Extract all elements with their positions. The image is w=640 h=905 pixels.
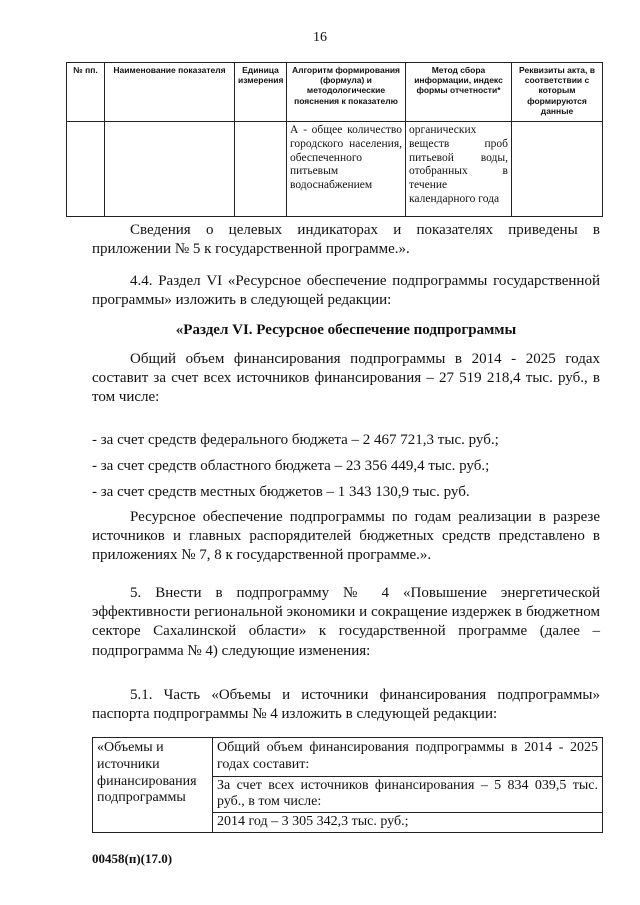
paragraph-indicators-note: Сведения о целевых индикаторах и показателях приведены в приложении № 5 к государственной программе.». xyxy=(92,222,600,258)
cell-unit xyxy=(235,122,287,217)
financing-value-cell xyxy=(213,738,603,833)
page-number: 16 xyxy=(313,30,327,45)
bullet-regional-budget: - за счет средств областного бюджета – 23 356 449,4 тыс. руб.; xyxy=(92,458,490,474)
cell-algorithm: А - общее количество городского населения, обеспеченного питьевым водоснабжением xyxy=(287,122,406,217)
header-unit: Единица измерения xyxy=(235,63,287,122)
header-number: № пп. xyxy=(67,63,105,122)
cell-indicator-name xyxy=(105,122,235,217)
financing-all-sources-line: За счет всех источников финансирования – 5 834 039,5 тыс. руб., в том числе: xyxy=(213,776,602,813)
financing-table xyxy=(92,737,603,833)
bullet-federal-budget: - за счет средств федерального бюджета – 2 467 721,3 тыс. руб.; xyxy=(92,432,499,448)
cell-collection-method: органических веществ проб питьевой воды, отобранных в течение календарного года xyxy=(406,122,512,217)
table-row xyxy=(67,122,603,217)
paragraph-section-4-4: 4.4. Раздел VI «Ресурсное обеспечение подпрограммы государственной программы» изложить в следующей редакции: xyxy=(92,273,600,309)
header-act-details: Реквизиты акта, в соответствии с которым формируются данные xyxy=(512,63,603,122)
document-code: 00458(п)(17.0) xyxy=(92,851,173,866)
bullet-local-budgets: - за счет средств местных бюджетов – 1 343 130,9 тыс. руб. xyxy=(92,484,470,500)
section-heading: «Раздел VI. Ресурсное обеспечение подпрограммы xyxy=(175,322,517,338)
table-row xyxy=(93,738,603,833)
paragraph-item-5: 5. Внести в подпрограмму № 4 «Повышение энергетической эффективности региональной экономики и сокращение издержек в бюджетном секторе Сахалинской области» к государственной программе (далее – подпрограмма № 4) следующие изменения: xyxy=(92,585,600,659)
cell-act-details xyxy=(512,122,603,217)
financing-total-line: Общий объем финансирования подпрограммы в 2014 - 2025 годах составит: xyxy=(217,740,598,772)
financing-label-cell: «Объемы и источники финансирования подпрограммы xyxy=(93,738,213,833)
indicator-table xyxy=(66,62,603,217)
paragraph-resource-provision: Ресурсное обеспечение подпрограммы по годам реализации в разрезе источников и главных распорядителей бюджетных средств представлено в приложениях № 7, 8 к государственной программе.». xyxy=(92,509,600,564)
header-collection-method: Метод сбора информации, индекс формы отчетности* xyxy=(406,63,512,122)
table-header-row xyxy=(67,63,603,122)
header-indicator-name: Наименование показателя xyxy=(105,63,235,122)
cell-number xyxy=(67,122,105,217)
paragraph-item-5-1: 5.1. Часть «Объемы и источники финансирования подпрограммы» паспорта подпрограммы № 4 изложить в следующей редакции: xyxy=(92,687,600,723)
financing-2014-line: 2014 год – 3 305 342,3 тыс. руб.; xyxy=(213,812,602,832)
header-algorithm: Алгоритм формирования (формула) и методологические пояснения к показателю xyxy=(287,63,406,122)
paragraph-total-financing: Общий объем финансирования подпрограммы в 2014 - 2025 годах составит за счет всех источников финансирования – 27 519 218,4 тыс. руб., в том числе: xyxy=(92,351,600,406)
